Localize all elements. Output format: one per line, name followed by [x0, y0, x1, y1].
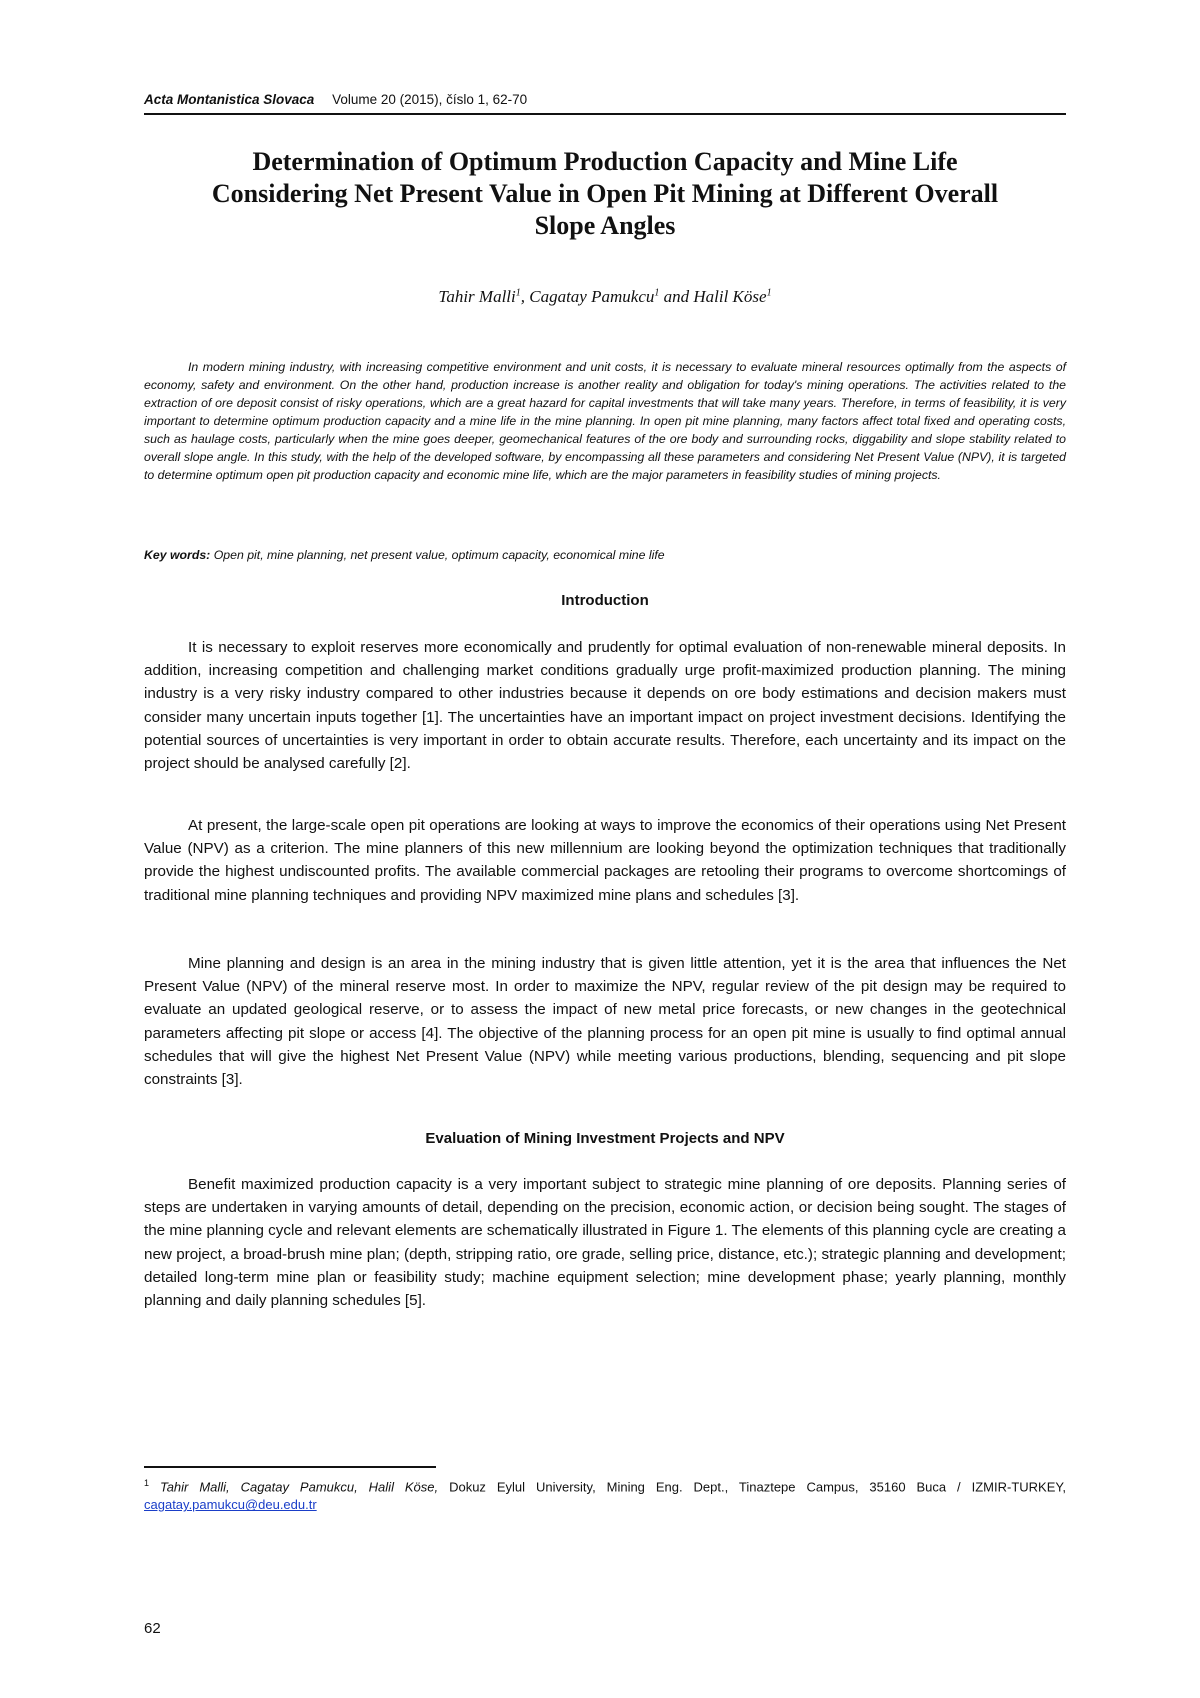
author-separator: and	[659, 287, 694, 306]
keywords	[144, 546, 1066, 564]
section-heading-introduction: Introduction	[561, 592, 649, 609]
abstract: In modern mining industry, with increasing competitive environment and unit costs, it is necessary to evaluate mineral resources optimally from the aspects of economy, safety and environment. On the other hand, production increase is another reality and obligation for today's mining operations. The activities related to the extraction of ore deposit consist of risky operations, which are a great hazard for capital investments that will take many years. Therefore, in terms of feasibility, it is very important to determine optimum production capacity and a mine life in the mine planning. In open pit mine planning, many factors affect total fixed and operating costs, such as haulage costs, particularly when the mine goes deeper, geomechanical features of the ore body and surrounding rocks, diggability and slope stability related to overall slope angle. In this study, with the help of the developed software, by encompassing all these parameters and considering Net Present Value (NPV), it is targeted to determine optimum open pit production capacity and economic mine life, which are the major parameters in feasibility studies of mining projects.	[144, 360, 1066, 482]
footnote-author-names: Tahir Malli, Cagatay Pamukcu, Halil Köse,	[159, 1479, 439, 1495]
author-line	[144, 286, 1066, 308]
author-affiliation-marker: 1	[515, 287, 521, 299]
author-name: Halil Köse	[693, 287, 767, 306]
footnote-divider	[144, 1466, 436, 1468]
body-paragraph: It is necessary to exploit reserves more economically and prudently for optimal evaluation of non-renewable mineral deposits. In addition, increasing competition and challenging market conditions gradually urge profit-maximized production planning. The mining industry is a very risky industry compared to other industries because it depends on ore body estimations and decision makers must consider many uncertain inputs together [1]. The uncertainties have an important impact on project investment decisions. Identifying the potential sources of uncertainties is very important in order to obtain accurate results. Therefore, each uncertainty and its impact on the project should be analysed carefully [2].	[144, 639, 1066, 773]
page-number: 62	[144, 1620, 161, 1637]
keywords-text: Open pit, mine planning, net present value, optimum capacity, economical mine life	[213, 548, 665, 562]
author-affiliation-marker: 1	[654, 287, 660, 299]
author-name: Cagatay Pamukcu	[529, 287, 655, 306]
paper-page	[144, 0, 1066, 1698]
footnote-affiliation: Dokuz Eylul University, Mining Eng. Dept., Tinaztepe Campus, 35160 Buca / IZMIR-TURKEY,	[438, 1479, 1066, 1495]
footnote-email-link[interactable]: cagatay.pamukcu@deu.edu.tr	[144, 1497, 317, 1513]
footnote-marker: 1	[144, 1478, 150, 1488]
running-header	[144, 91, 1066, 115]
journal-name: Acta Montanistica Slovaca	[144, 92, 315, 107]
paper-title: Determination of Optimum Production Capacity and Mine Life Considering Net Present Value in Open Pit Mining at Different Overall Slope Angles	[211, 147, 999, 240]
author-affiliation-marker: 1	[766, 287, 772, 299]
keywords-label: Key words:	[144, 548, 211, 562]
footnote	[144, 1474, 1066, 1514]
volume-info: Volume 20 (2015), číslo 1, 62-70	[332, 92, 528, 107]
author-name: Tahir Malli	[438, 287, 516, 306]
body-paragraph: Benefit maximized production capacity is a very important subject to strategic mine planning of ore deposits. Planning series of steps are undertaken in varying amounts of detail, depending on the precision, economic action, or decision being sought. The stages of the mine planning cycle and relevant elements are schematically illustrated in Figure 1. The elements of this planning cycle are creating a new project, a broad-brush mine plan; (depth, stripping ratio, ore grade, selling price, distance, etc.); strategic planning and development; detailed long-term mine plan or feasibility study; machine equipment selection; mine development phase; yearly planning, monthly planning and daily planning schedules [5].	[144, 1176, 1066, 1310]
author-separator: ,	[520, 287, 530, 306]
body-paragraph: At present, the large-scale open pit operations are looking at ways to improve the economics of their operations using Net Present Value (NPV) as a criterion. The mine planners of this new millennium are looking beyond the optimization techniques that traditionally provide the highest undiscounted profits. The available commercial packages are retooling their programs to overcome shortcomings of traditional mine planning techniques and providing NPV maximized mine plans and schedules [3].	[144, 817, 1066, 904]
body-paragraph: Mine planning and design is an area in the mining industry that is given little attention, yet it is the area that influences the Net Present Value (NPV) of the mineral reserve most. In order to maximize the NPV, regular review of the pit design may be required to evaluate an updated geological reserve, or to assess the impact of new metal price forecasts, or new changes in the geotechnical parameters affecting pit slope or access [4]. The objective of the planning process for an open pit mine is usually to find optimal annual schedules that will give the highest Net Present Value (NPV) while meeting various productions, blending, sequencing and pit slope constraints [3].	[144, 955, 1066, 1089]
section-heading-evaluation: Evaluation of Mining Investment Projects and NPV	[425, 1130, 785, 1147]
